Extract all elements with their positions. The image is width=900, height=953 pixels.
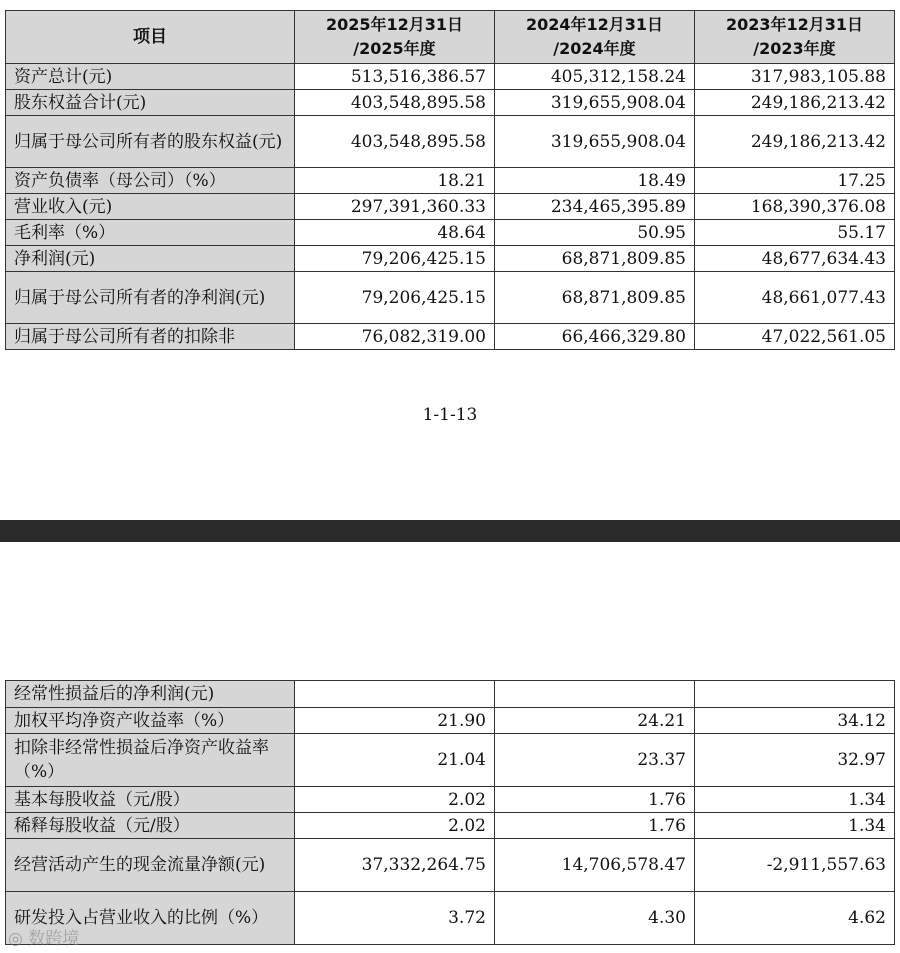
financial-table-top <box>5 10 895 350</box>
value-2025: 2.02 <box>295 813 495 839</box>
header-2024: 2024年12月31日 /2024年度 <box>495 11 695 64</box>
row-label: 股东权益合计(元) <box>6 90 295 116</box>
financial-table-bottom <box>5 680 895 945</box>
table-row <box>6 324 895 350</box>
value-2025: 37,332,264.75 <box>295 839 495 892</box>
value-2025: 21.90 <box>295 708 495 734</box>
value-2023: -2,911,557.63 <box>695 839 895 892</box>
row-label: 加权平均净资产收益率（%） <box>6 708 295 734</box>
value-2024: 14,706,578.47 <box>495 839 695 892</box>
value-2025: 403,548,895.58 <box>295 116 495 168</box>
value-2023: 32.97 <box>695 734 895 787</box>
row-label: 毛利率（%） <box>6 220 295 246</box>
row-label: 扣除非经常性损益后净资产收益率（%） <box>6 734 295 787</box>
table-row <box>6 246 895 272</box>
value-2025: 48.64 <box>295 220 495 246</box>
value-2024: 68,871,809.85 <box>495 246 695 272</box>
value-2024: 234,465,395.89 <box>495 194 695 220</box>
value-2023: 34.12 <box>695 708 895 734</box>
value-2023: 1.34 <box>695 813 895 839</box>
header-2025: 2025年12月31日 /2025年度 <box>295 11 495 64</box>
value-2024: 1.76 <box>495 813 695 839</box>
value-2025: 513,516,386.57 <box>295 64 495 90</box>
value-2023 <box>695 681 895 708</box>
header-item: 项目 <box>6 11 295 64</box>
value-2024 <box>495 681 695 708</box>
value-2023: 249,186,213.42 <box>695 116 895 168</box>
table-row <box>6 839 895 892</box>
table-row <box>6 220 895 246</box>
value-2023: 1.34 <box>695 787 895 813</box>
row-label: 归属于母公司所有者的股东权益(元) <box>6 116 295 168</box>
value-2023: 17.25 <box>695 168 895 194</box>
value-2023: 55.17 <box>695 220 895 246</box>
table-row <box>6 272 895 324</box>
row-label: 资产总计(元) <box>6 64 295 90</box>
page-number: 1-1-13 <box>422 405 478 425</box>
value-2025: 79,206,425.15 <box>295 246 495 272</box>
value-2025 <box>295 681 495 708</box>
row-label: 资产负债率（母公司）（%） <box>6 168 295 194</box>
value-2024: 66,466,329.80 <box>495 324 695 350</box>
value-2023: 249,186,213.42 <box>695 90 895 116</box>
value-2025: 18.21 <box>295 168 495 194</box>
table-row <box>6 681 895 708</box>
table-row <box>6 734 895 787</box>
table-header-row <box>6 11 895 64</box>
page-divider <box>0 520 900 542</box>
value-2024: 1.76 <box>495 787 695 813</box>
value-2025: 3.72 <box>295 892 495 945</box>
row-label: 基本每股收益（元/股） <box>6 787 295 813</box>
row-label: 营业收入(元) <box>6 194 295 220</box>
value-2023: 47,022,561.05 <box>695 324 895 350</box>
table-row <box>6 787 895 813</box>
value-2023: 168,390,376.08 <box>695 194 895 220</box>
value-2023: 317,983,105.88 <box>695 64 895 90</box>
value-2025: 21.04 <box>295 734 495 787</box>
value-2024: 50.95 <box>495 220 695 246</box>
table-row <box>6 892 895 945</box>
table-row <box>6 168 895 194</box>
table-row <box>6 708 895 734</box>
value-2024: 405,312,158.24 <box>495 64 695 90</box>
value-2024: 319,655,908.04 <box>495 116 695 168</box>
row-label: 稀释每股收益（元/股） <box>6 813 295 839</box>
value-2024: 23.37 <box>495 734 695 787</box>
value-2025: 2.02 <box>295 787 495 813</box>
value-2024: 68,871,809.85 <box>495 272 695 324</box>
value-2023: 4.62 <box>695 892 895 945</box>
table-row <box>6 194 895 220</box>
row-label: 净利润(元) <box>6 246 295 272</box>
row-label: 归属于母公司所有者的净利润(元) <box>6 272 295 324</box>
table-row <box>6 116 895 168</box>
table-row <box>6 90 895 116</box>
value-2025: 403,548,895.58 <box>295 90 495 116</box>
row-label: 归属于母公司所有者的扣除非 <box>6 324 295 350</box>
watermark-logo: ◎ 数跨境 <box>8 929 80 949</box>
row-label: 经营活动产生的现金流量净额(元) <box>6 839 295 892</box>
value-2025: 297,391,360.33 <box>295 194 495 220</box>
table-row <box>6 813 895 839</box>
value-2024: 4.30 <box>495 892 695 945</box>
table-row <box>6 64 895 90</box>
value-2023: 48,661,077.43 <box>695 272 895 324</box>
value-2025: 76,082,319.00 <box>295 324 495 350</box>
value-2023: 48,677,634.43 <box>695 246 895 272</box>
row-label: 研发投入占营业收入的比例（%） <box>6 892 295 945</box>
value-2025: 79,206,425.15 <box>295 272 495 324</box>
header-2023: 2023年12月31日 /2023年度 <box>695 11 895 64</box>
value-2024: 24.21 <box>495 708 695 734</box>
value-2024: 319,655,908.04 <box>495 90 695 116</box>
row-label: 经常性损益后的净利润(元) <box>6 681 295 708</box>
value-2024: 18.49 <box>495 168 695 194</box>
